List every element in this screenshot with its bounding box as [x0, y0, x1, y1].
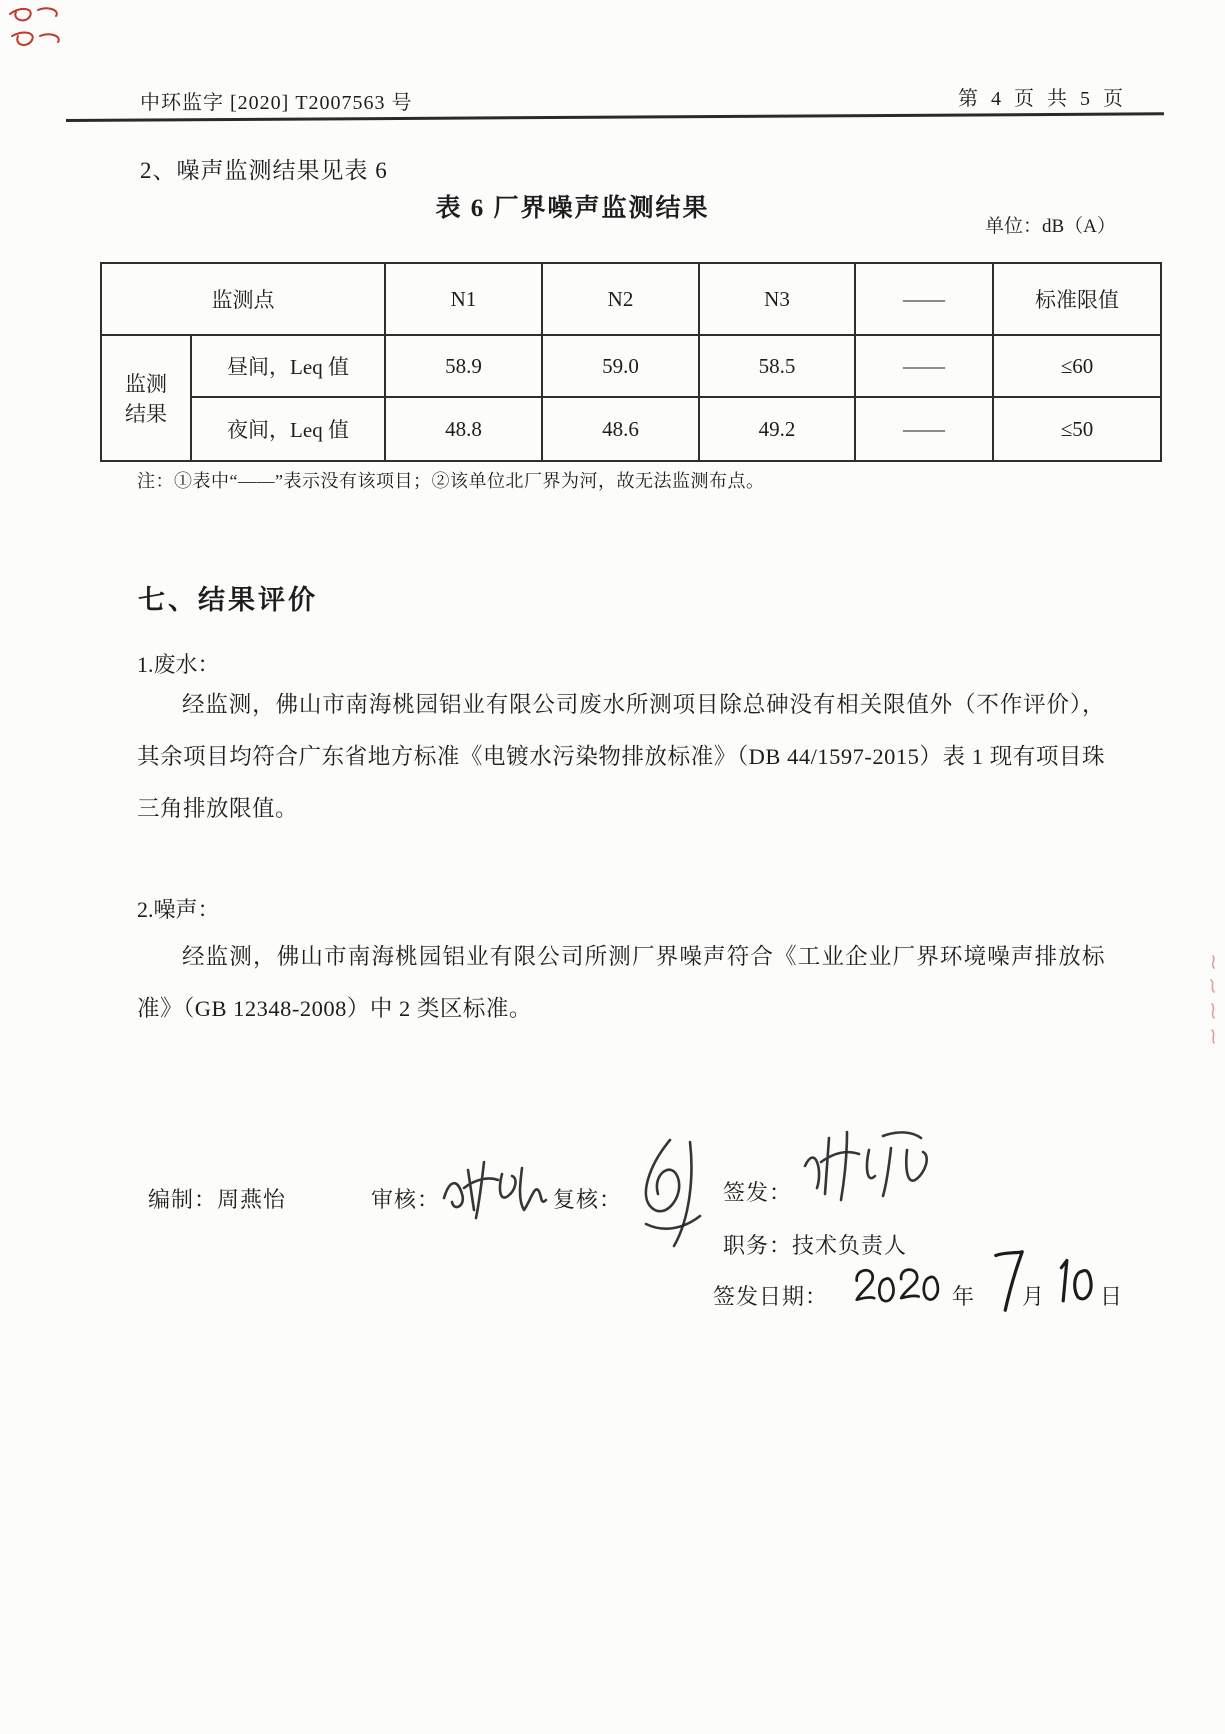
issuer-signature: [795, 1122, 945, 1214]
cell-day-limit: ≤60: [993, 335, 1161, 397]
issued-by-label: 签发：: [723, 1180, 793, 1205]
page-indicator: 第 4 页 共 5 页: [958, 88, 1127, 110]
wastewater-evaluation-paragraph: 经监测，佛山市南海桃园铝业有限公司废水所测项目除总砷没有相关限值外（不作评价），其余项目均符合广东省地方标准《电镀水污染物排放标准》（DB 44/1597-2015）表 1 现有项目珠三角排放限值。: [137, 692, 1105, 821]
table-note: 注：①表中“——”表示没有该项目；②该单位北厂界为河，故无法监测布点。: [137, 471, 765, 491]
checked-by-label: 复核：: [553, 1187, 623, 1212]
cell-day-n1: 58.9: [385, 335, 542, 397]
table-title: 表 6 厂界噪声监测结果: [435, 195, 710, 222]
table-row-daytime: [101, 335, 1161, 397]
day-suffix: 日: [1100, 1284, 1124, 1309]
header-cell-limit: 标准限值: [993, 263, 1161, 335]
month-suffix: 月: [1022, 1284, 1046, 1309]
noise-evaluation-paragraph: 经监测，佛山市南海桃园铝业有限公司所测厂界噪声符合《工业企业厂界环境噪声排放标准》（GB 12348-2008）中 2 类区标准。: [137, 944, 1105, 1021]
cell-day-n3: 58.5: [699, 335, 855, 397]
noise-results-table: [100, 262, 1162, 462]
item2-label: 2.噪声：: [137, 897, 220, 922]
cell-night-dash: ——: [855, 397, 993, 461]
cell-night-limit: ≤50: [993, 397, 1161, 461]
handwritten-month: [992, 1248, 1026, 1314]
row-label-nighttime: 夜间，Leq 值: [191, 397, 385, 461]
table-row-nighttime: [101, 397, 1161, 461]
cell-night-n3: 49.2: [699, 397, 855, 461]
reviewer-signature: [438, 1148, 550, 1230]
header-cell-n1: N1: [385, 263, 542, 335]
item1-label: 1.废水：: [137, 652, 220, 677]
prepared-by-label: 编制：周燕怡: [148, 1187, 287, 1212]
header-cell-n2: N2: [542, 263, 699, 335]
job-title-line: 职务：技术负责人: [723, 1233, 908, 1258]
header-cell-monitor-point: 监测点: [101, 263, 385, 335]
cell-night-n2: 48.6: [542, 397, 699, 461]
cell-day-n2: 59.0: [542, 335, 699, 397]
issue-date-label: 签发日期：: [713, 1284, 829, 1309]
handwritten-day: [1054, 1256, 1100, 1308]
red-scribble-mark-top-left: [4, 2, 74, 62]
row-label-daytime: 昼间，Leq 值: [191, 335, 385, 397]
document-number: 中环监字 [2020] T2007563 号: [140, 92, 413, 114]
year-suffix: 年: [952, 1284, 976, 1309]
reviewed-by-label: 审核：: [371, 1187, 441, 1212]
section-heading: 七、结果评价: [138, 585, 318, 615]
red-bleed-through-mark: [1206, 952, 1220, 1047]
handwritten-year: [852, 1262, 944, 1312]
header-cell-n3: N3: [699, 263, 855, 335]
cell-night-n1: 48.8: [385, 397, 542, 461]
noise-section-intro: 2、噪声监测结果见表 6: [140, 158, 388, 183]
header-cell-dash: ——: [855, 263, 993, 335]
cell-day-dash: ——: [855, 335, 993, 397]
table-header-row: [101, 263, 1161, 335]
checker-signature: [618, 1132, 720, 1254]
unit-label: 单位：dB（A）: [985, 216, 1116, 237]
group-cell-results: 监测结果: [101, 335, 191, 461]
